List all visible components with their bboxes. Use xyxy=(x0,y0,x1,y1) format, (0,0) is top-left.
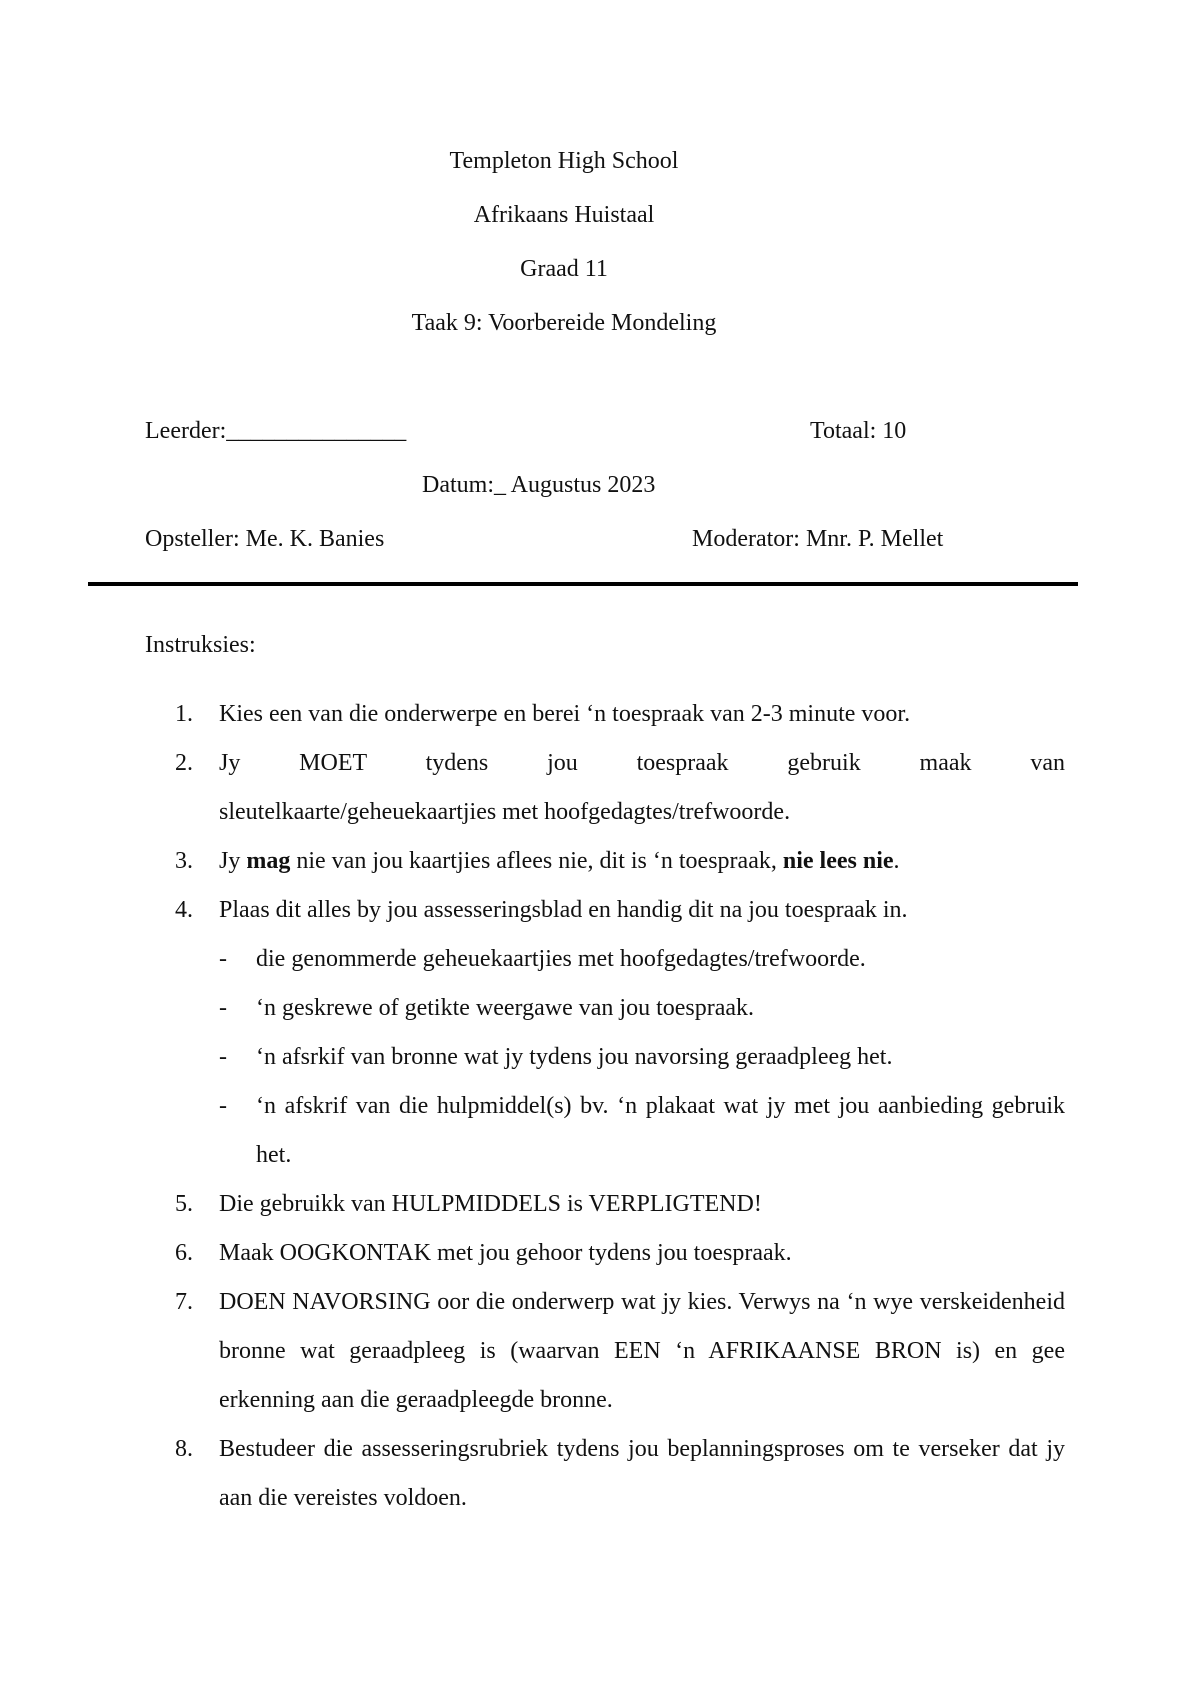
list-item: 2. Jy MOET tydens jou toespraak gebruik maak van sleutelkaarte/geheuekaartjies met hoofgedagtes/trefwoorde. xyxy=(175,750,1065,825)
list-item: 5. Die gebruikk van HULPMIDDELS is VERPLIGTEND! xyxy=(175,1191,762,1217)
grade: Graad 11 xyxy=(520,256,608,282)
moderator: Moderator: Mnr. P. Mellet xyxy=(692,526,944,552)
instructions-list xyxy=(145,690,1065,1523)
list-item: 4. Plaas dit alles by jou assesseringsblad en handig dit na jou toespraak in. - die genommerde geheuekaartjies met hoofgedagtes/trefwoorde. - ‘n geskrewe of getikte weergawe van jou toespraak. - ‘n afsrkif van bronne wat jy tydens jou navorsing geraadpleeg het. - ‘n afskrif van die hulpmiddel(s) bv. ‘n plakaat wat jy met jou aanbieding gebruik het. xyxy=(145,886,1065,1180)
sub-list-item: - ‘n afskrif van die hulpmiddel(s) bv. ‘n plakaat wat jy met jou aanbieding gebruik het. xyxy=(219,1093,1065,1168)
task-title: Taak 9: Voorbereide Mondeling xyxy=(411,310,717,336)
compiler: Opsteller: Me. K. Banies xyxy=(145,526,385,552)
sub-list-item: - die genommerde geheuekaartjies met hoofgedagtes/trefwoorde. xyxy=(219,946,866,972)
list-item: 3. Jy mag nie van jou kaartjies aflees nie, dit is ‘n toespraak, nie lees nie. xyxy=(175,848,900,874)
school-name: Templeton High School xyxy=(449,148,679,174)
learner-field xyxy=(145,418,406,445)
instructions-title: Instruksies: xyxy=(145,632,256,658)
total: Totaal: 10 xyxy=(810,418,907,444)
date: Datum:_ Augustus 2023 xyxy=(422,472,656,498)
sub-list-item: - ‘n afsrkif van bronne wat jy tydens jou navorsing geraadpleeg het. xyxy=(219,1044,893,1070)
sub-list xyxy=(219,935,1065,1180)
list-item: 6. Maak OOGKONTAK met jou gehoor tydens jou toespraak. xyxy=(175,1240,792,1266)
list-item: 1. Kies een van die onderwerpe en berei ‘n toespraak van 2-3 minute voor. xyxy=(175,701,911,727)
sub-list-item: - ‘n geskrewe of getikte weergawe van jou toespraak. xyxy=(219,995,755,1021)
list-item: 7. DOEN NAVORSING oor die onderwerp wat jy kies. Verwys na ‘n wye verskeidenheid bronne wat geraadpleeg is (waarvan EEN ‘n AFRIKAANSE BRON is) en gee erkenning aan die geraadpleegde bronne. xyxy=(175,1289,1065,1413)
list-item: 8. Bestudeer die assesseringsrubriek tydens jou beplanningsproses om te verseker dat jy aan die vereistes voldoen. xyxy=(175,1436,1065,1511)
learner-blank: _______________ xyxy=(226,418,407,444)
subject: Afrikaans Huistaal xyxy=(473,202,655,228)
header-divider xyxy=(88,582,1078,586)
learner-label: Leerder: xyxy=(145,418,227,444)
